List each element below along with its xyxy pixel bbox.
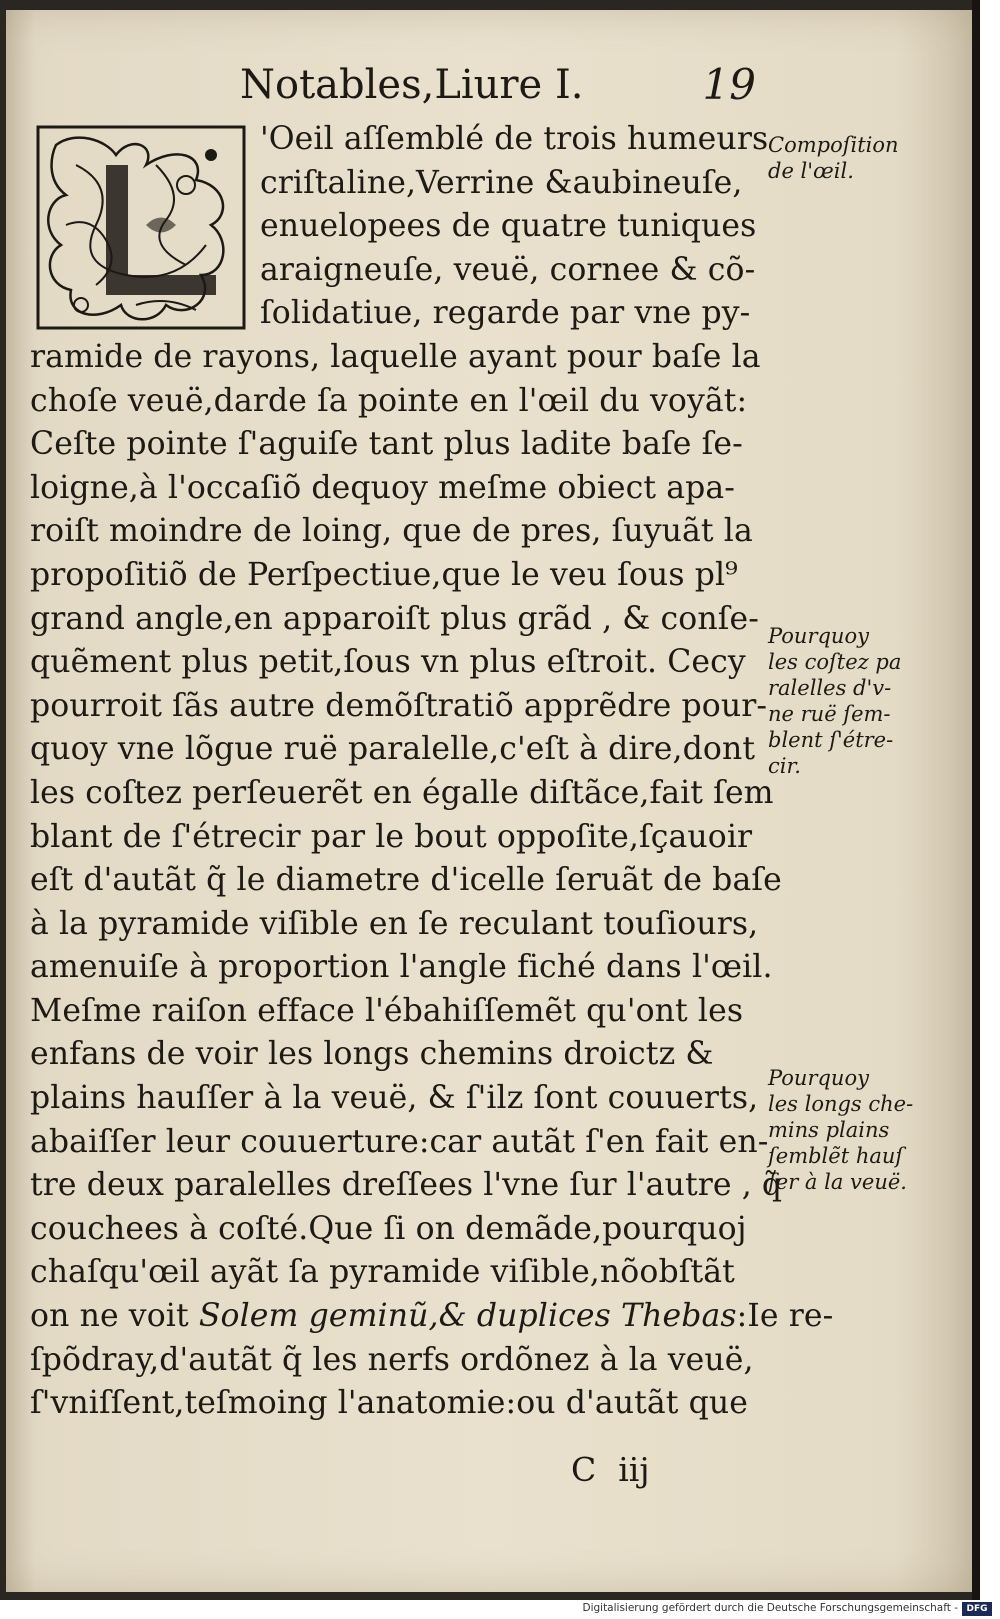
margin-note-long-roads (768, 1065, 938, 1195)
margin-note-line: ne ruë ſem- (768, 702, 891, 726)
margin-note-line: blent ſ'étre- (768, 728, 894, 752)
text-line: à la pyramide viſible en ſe reculant touſiours, (30, 905, 759, 942)
margin-note-line: les coſtez pa (768, 650, 902, 674)
margin-note-line: les longs che- (768, 1092, 914, 1116)
signature-number: iij (618, 1450, 650, 1489)
text-line: pourroit ſãs autre demõſtratiõ apprẽdre pour- (30, 687, 768, 724)
text-line: 'Oeil aſſemblé de trois humeurs (260, 121, 769, 157)
running-title: Notables,Liure I. (240, 62, 584, 108)
page-number: 19 (702, 60, 756, 109)
text-line: couchees à coſté.Que ſi on demãde,pourquoj (30, 1210, 747, 1247)
text-line: chaſqu'œil ayãt ſa pyramide viſible,nõobſtãt (30, 1254, 735, 1291)
text-line: amenuiſe à proportion l'angle fiché dans l'œil. (30, 949, 773, 986)
text-line: roiſt moindre de loing, que de pres, ſuyuãt la (30, 513, 753, 550)
text-fragment: on ne voit (30, 1298, 199, 1335)
margin-note-parallel-street (768, 623, 938, 779)
margin-note-line: Compoſition (768, 133, 899, 157)
text-fragment: :Ie re- (736, 1298, 834, 1335)
margin-note-line: ſemblẽt hauſ (768, 1144, 904, 1168)
text-line: Meſme raiſon efface l'ébahiſſemẽt qu'ont les (30, 992, 744, 1029)
margin-note-line: Pourquoy (768, 1066, 869, 1090)
margin-note-line: ſer à la veuë. (768, 1170, 907, 1194)
margin-note-composition (768, 132, 938, 184)
margin-note-line: de l'œil. (768, 159, 854, 183)
funding-credit: Digitalisierung gefördert durch die Deutsche Forschungsgemeinschaft - (582, 1602, 958, 1614)
running-header (236, 58, 756, 112)
dfg-logo: DFG (962, 1602, 992, 1616)
text-line: ſpõdray,d'autãt q̃ les nerfs ordõnez à la veuë, (30, 1341, 754, 1378)
text-line: propoſitiõ de Perſpectiue,que le veu ſous pl⁹ (30, 556, 738, 593)
text-line: les coſtez perſeuerẽt en égalle diſtãce,fait ſem (30, 774, 774, 811)
text-line: enfans de voir les longs chemins droictz & (30, 1036, 714, 1073)
text-line: ſ'vniſſent,teſmoing l'anatomie:ou d'autãt que (30, 1385, 748, 1422)
text-line: enuelopees de quatre tuniques (260, 208, 757, 245)
signature-letter: C (571, 1450, 597, 1489)
signature-mark (571, 1450, 650, 1489)
margin-note-line: cir. (768, 754, 801, 778)
text-line: eſt d'autãt q̃ le diametre d'icelle ſeruãt de baſe (30, 862, 782, 899)
text-line: grand angle,en apparoiſt plus grãd , & conſe- (30, 600, 759, 637)
text-line: quoy vne lõgue ruë paralelle,c'eſt à dire,dont (30, 731, 756, 768)
text-line: abaiſſer leur couuerture:car autãt ſ'en fait en- (30, 1123, 769, 1160)
text-line: tre deux paralelles dreſſees l'vne ſur l'autre , q̃ (30, 1167, 783, 1204)
text-line-latin-quote (30, 1295, 834, 1339)
digitization-footer (0, 1600, 1000, 1619)
margin-note-line: ralelles d'v- (768, 676, 892, 700)
text-line: plains hauſſer à la veuë, & ſ'ilz ſont couuerts, (30, 1080, 759, 1117)
latin-quote: Solem geminũ,& duplices Thebas (198, 1298, 737, 1335)
text-line: blant de ſ'étrecir par le bout oppoſite,ſçauoir (30, 818, 753, 855)
text-line: loigne,à l'occaſiõ dequoy meſme obiect apa- (30, 469, 736, 506)
margin-note-line: Pourquoy (768, 624, 869, 648)
text-line: criſtaline,Verrine &aubineuſe, (260, 164, 743, 201)
text-line: araigneuſe, veuë, cornee & cõ- (260, 251, 756, 288)
margin-note-line: mins plains (768, 1118, 890, 1142)
book-edge (972, 0, 980, 1600)
text-line: ſolidatiue, regarde par vne py- (260, 295, 751, 332)
book-page (6, 10, 972, 1592)
text-line: Ceſte pointe ſ'aguiſe tant plus ladite baſe ſe- (30, 426, 743, 463)
text-line: choſe veuë,darde ſa pointe en l'œil du voyãt: (30, 382, 748, 419)
text-line: ramide de rayons, laquelle ayant pour baſe la (30, 338, 761, 375)
text-line: quẽment plus petit,ſous vn plus eſtroit. Cecy (30, 644, 746, 681)
